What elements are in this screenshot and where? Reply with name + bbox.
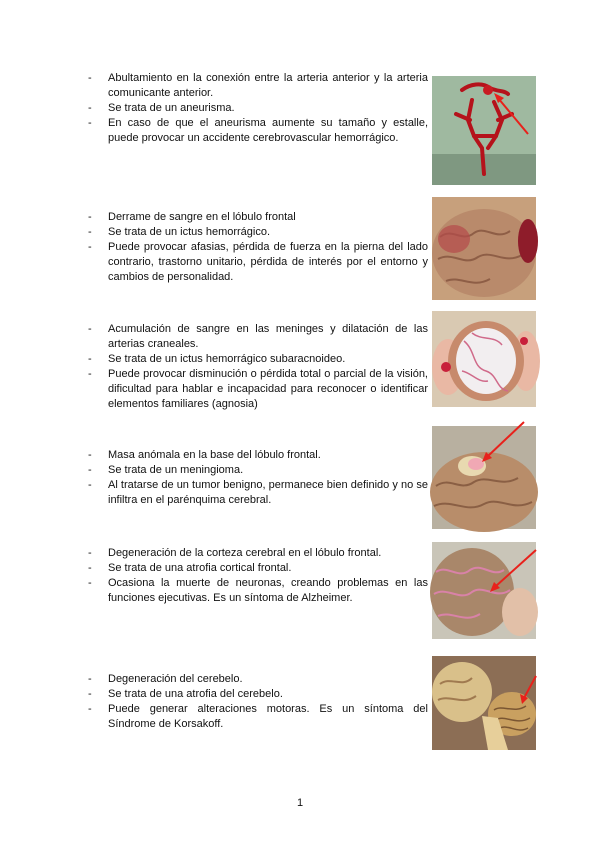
section-frontal-hemorrhage: [88, 210, 428, 285]
cortical-atrophy-photo: [432, 542, 536, 639]
bullet-item: - Ocasiona la muerte de neuronas, creando problemas en las funciones ejecutivas. Es un síntoma de Alzheimer.: [88, 576, 428, 606]
bullet-item: - Se trata de un meningioma.: [88, 463, 428, 478]
page-number: 1: [296, 797, 304, 809]
bullet-item: - Derrame de sangre en el lóbulo frontal: [88, 210, 428, 225]
bullet-item: - Se trata de una atrofia del cerebelo.: [88, 687, 428, 702]
section-subarachnoid: [88, 322, 428, 412]
section-cerebellar-atrophy: [88, 672, 428, 732]
bullet-item: - Degeneración del cerebelo.: [88, 672, 428, 687]
bullet-item: - En caso de que el aneurisma aumente su tamaño y estalle, puede provocar un accidente cerebrovascular hemorrágico.: [88, 116, 428, 146]
bullet-item: - Se trata de un ictus hemorrágico.: [88, 225, 428, 240]
bullet-item: - Masa anómala en la base del lóbulo frontal.: [88, 448, 428, 463]
section-meningioma: [88, 448, 428, 508]
meningioma-photo: [432, 426, 536, 529]
bullet-item: - Abultamiento en la conexión entre la arteria anterior y la arteria comunicante anterior.: [88, 71, 428, 101]
frontal-lobe-hemorrhage-photo: [432, 197, 536, 300]
bullet-item: - Degeneración de la corteza cerebral en el lóbulo frontal.: [88, 546, 428, 561]
bullet-item: - Se trata de una atrofia cortical frontal.: [88, 561, 428, 576]
bullet-item: - Al tratarse de un tumor benigno, permanece bien definido y no se infiltra en el parénquima cerebral.: [88, 478, 428, 508]
section-cortical-atrophy: [88, 546, 428, 606]
circle-of-willis-model-photo: [432, 76, 536, 185]
cerebellar-atrophy-photo: [432, 656, 536, 750]
bullet-item: - Puede provocar afasias, pérdida de fuerza en la pierna del lado contrario, trastorno unitario, pérdida de interés por el entorno y cambios de personalidad.: [88, 240, 428, 285]
section-aneurysm: [88, 71, 428, 146]
bullet-item: - Puede provocar disminución o pérdida total o parcial de la visión, dificultad para hablar e incapacidad para reconocer o identificar elementos familiares (agnosia): [88, 367, 428, 412]
bullet-item: - Puede generar alteraciones motoras. Es un síntoma del Síndrome de Korsakoff.: [88, 702, 428, 732]
bullet-item: - Se trata de un aneurisma.: [88, 101, 428, 116]
subarachnoid-hemorrhage-photo: [432, 311, 536, 407]
bullet-item: - Acumulación de sangre en las meninges y dilatación de las arterias craneales.: [88, 322, 428, 352]
bullet-item: - Se trata de un ictus hemorrágico subaracnoideo.: [88, 352, 428, 367]
